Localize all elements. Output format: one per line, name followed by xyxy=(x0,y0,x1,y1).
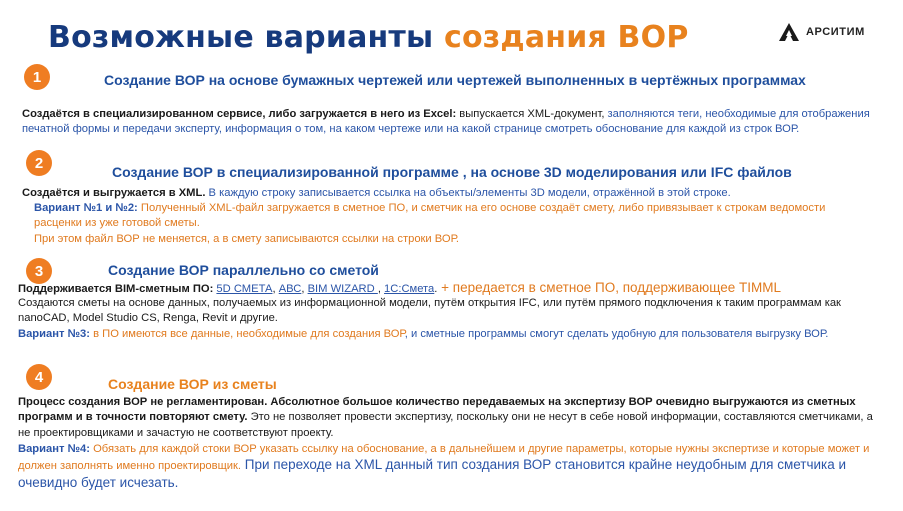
section-2-blue-text: В каждую строку записывается ссылка на объекты/элементы 3D модели, отражённой в этой строке. xyxy=(205,187,731,199)
section-1-heading: Создание ВОР на основе бумажных чертежей или чертежей выполненных в чертёжных программах xyxy=(104,72,806,88)
section-3-text: Создаются сметы на основе данных, получаемых из информационной модели, путём открытия IFC, или путём прямого подключения к таким программам как nanoCAD, Model Studio CS, Renga, Revit и другие. xyxy=(18,297,841,325)
variant-3-label: Вариант №3: xyxy=(18,328,90,340)
variant-1-2-label: Вариант №1 и №2: xyxy=(34,202,138,214)
variant-4-label: Вариант №4: xyxy=(18,443,90,455)
title-part-accent: создания ВОР xyxy=(444,20,689,55)
section-2-bold-text: Создаётся и выгружается в XML. xyxy=(22,187,206,199)
variant-3-blue-text: , и сметные программы смогут сделать удобную для пользователя выгрузку ВОР. xyxy=(404,328,829,340)
step-number-badge-4: 4 xyxy=(26,364,52,390)
step-number-badge-2: 2 xyxy=(26,150,52,176)
section-4-bold-text: Процесс создания ВОР не регламентирован. Абсолютное большое количество передаваемых на экспертизу ВОР очевидно выгружаются из сметных программ и в точности повторяют смету. xyxy=(18,396,856,424)
variant-1-2-text: Полученный XML-файл загружается в сметное ПО, и сметчик на его основе создаёт смету, либо привязывает к строкам ведомости расценки из уже готовой сметы. xyxy=(34,202,826,230)
section-4-variant xyxy=(18,442,883,492)
section-2-variant-note: При этом файл ВОР не меняется, а в смету записываются ссылки на строки ВОР. xyxy=(34,233,460,245)
section-2-text xyxy=(22,186,882,201)
variant-3-orange-text: в ПО имеются все данные, необходимые для создания ВОР xyxy=(90,328,405,340)
section-3-software-line: Поддерживается BIM-сметным ПО: 5D СМЕТА, АВС, BIM WIZARD , 1С:Смета. + передается в сметное ПО, поддерживающее TIMML xyxy=(18,280,781,295)
timml-transfer-text: + передается в сметное ПО, поддерживающее TIMML xyxy=(437,280,781,295)
logo-text: АРСИТИМ xyxy=(806,26,865,38)
company-logo xyxy=(778,22,865,42)
variant-4-orange-text: Обязать для каждой стоки ВОР указать ссылку на обоснование, а в дальнейшем и другие параметры, которые нужны экспертизе и которые может и должен заполнять именно проектировщик. xyxy=(18,443,870,473)
section-2-heading: Создание ВОР в специализированной программе , на основе 3D моделирования или IFC файлов xyxy=(112,164,792,180)
section-3-variant xyxy=(18,327,868,342)
section-1-dark-text: выпускается XML-документ, xyxy=(456,108,608,120)
section-1-bold-text: Создаётся в специализированном сервисе, либо загружается в него из Excel: xyxy=(22,108,457,120)
step-number-badge-1: 1 xyxy=(24,64,50,90)
bim-software-label: Поддерживается BIM-сметным ПО: xyxy=(18,283,214,295)
section-3-heading: Создание ВОР параллельно со сметой xyxy=(108,262,379,278)
page-title xyxy=(48,20,689,55)
step-number-badge-3: 3 xyxy=(26,258,52,284)
section-4-heading: Создание ВОР из сметы xyxy=(108,376,277,392)
title-part-main: Возможные варианты xyxy=(48,20,444,55)
arsitim-logo-icon xyxy=(778,22,800,42)
link-1c-smeta[interactable]: 1С:Смета xyxy=(384,283,435,295)
section-1-text xyxy=(22,107,872,138)
link-bim-wizard[interactable]: BIM WIZARD xyxy=(307,283,378,295)
link-abc[interactable]: АВС xyxy=(278,283,302,295)
section-4-text xyxy=(18,395,878,441)
link-5d-smeta[interactable]: 5D СМЕТА xyxy=(216,283,273,295)
section-4-dark-text: Это не позволяет провести экспертизу, поскольку они не несут в себе новой информации, составляются сметчиками, а не проектировщиками и зачастую не соответствуют проекту. xyxy=(18,411,873,439)
section-1-blue-text: заполняются теги, необходимые для отображения печатной формы и передачи эксперту, информация о том, на каком чертеже или на какой странице смотреть обоснование для каждой из строк ВОР. xyxy=(22,108,870,136)
section-2-variant xyxy=(34,201,834,232)
xml-transition-note: При переходе на XML данный тип создания ВОР становится крайне неудобным для сметчика и очевидно будет исчезать. xyxy=(18,457,847,490)
